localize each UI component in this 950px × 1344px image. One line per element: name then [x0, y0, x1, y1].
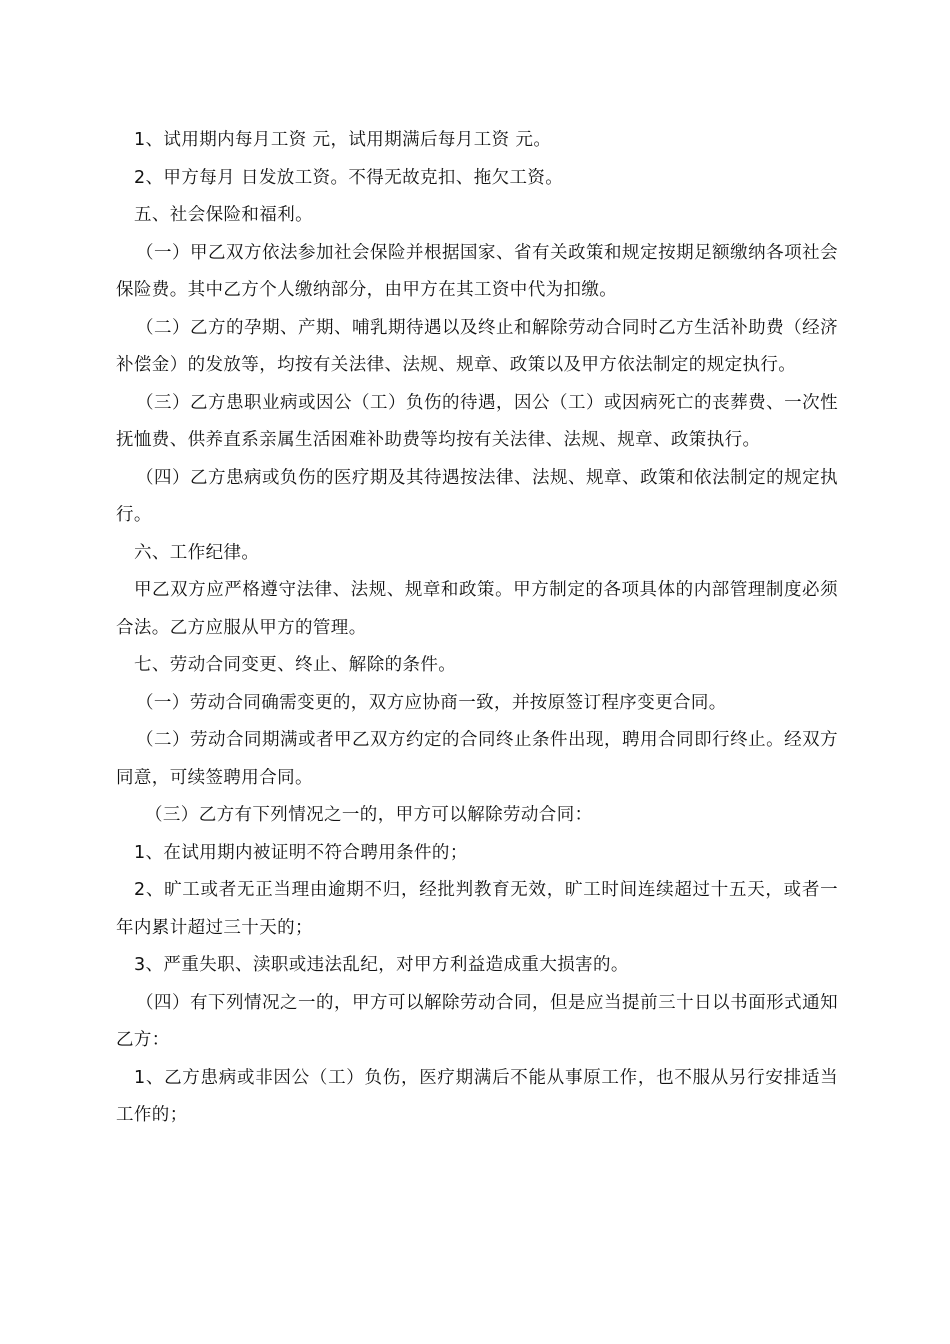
section-heading-5: 五、社会保险和福利。 [134, 205, 313, 225]
social-insurance-clause-3: （三）乙方患职业病或因公（工）负伤的待遇，因公（工）或因病死亡的丧葬费、一次性抚恤费、供养直系亲属生活困难补助费等均按有关法律、法规、规章、政策执行。 [116, 392, 838, 450]
contract-change-clause-2: （二）劳动合同期满或者甲乙双方约定的合同终止条件出现，聘用合同即行终止。经双方同意，可续签聘用合同。 [116, 730, 838, 788]
section-heading-7: 七、劳动合同变更、终止、解除的条件。 [134, 655, 457, 675]
notice-termination-item-1: 1、乙方患病或非因公（工）负伤，医疗期满后不能从事原工作，也不服从另行安排适当工作的； [116, 1067, 838, 1125]
termination-item-1: 1、在试用期内被证明不符合聘用条件的； [134, 842, 468, 863]
social-insurance-clause-4: （四）乙方患病或负伤的医疗期及其待遇按法律、法规、规章、政策和依法制定的规定执行。 [116, 467, 838, 525]
discipline-clause: 甲乙双方应严格遵守法律、法规、规章和政策。甲方制定的各项具体的内部管理制度必须合法。乙方应服从甲方的管理。 [116, 580, 838, 638]
contract-change-clause-1: （一）劳动合同确需变更的，双方应协商一致，并按原签订程序变更合同。 [136, 692, 727, 713]
contract-change-clause-4: （四）有下列情况之一的，甲方可以解除劳动合同，但是应当提前三十日以书面形式通知乙方： [116, 992, 838, 1050]
termination-item-2: 2、旷工或者无正当理由逾期不归，经批判教育无效，旷工时间连续超过十五天，或者一年内累计超过三十天的； [116, 880, 838, 938]
document-body [116, 122, 838, 1135]
wage-clause-1: 1、试用期内每月工资 元，试用期满后每月工资 元。 [134, 130, 552, 150]
social-insurance-clause-2: （二）乙方的孕期、产期、哺乳期待遇以及终止和解除劳动合同时乙方生活补助费（经济补偿金）的发放等，均按有关法律、法规、规章、政策以及甲方依法制定的规定执行。 [116, 317, 838, 375]
contract-change-clause-3: （三）乙方有下列情况之一的，甲方可以解除劳动合同： [145, 805, 593, 825]
social-insurance-clause-1: （一）甲乙双方依法参加社会保险并根据国家、省有关政策和规定按期足额缴纳各项社会保险费。其中乙方个人缴纳部分，由甲方在其工资中代为扣缴。 [116, 242, 838, 300]
wage-clause-2: 2、甲方每月 日发放工资。不得无故克扣、拖欠工资。 [134, 167, 564, 188]
termination-item-3: 3、严重失职、渎职或违法乱纪，对甲方利益造成重大损害的。 [134, 955, 629, 975]
section-heading-6: 六、工作纪律。 [134, 542, 260, 563]
